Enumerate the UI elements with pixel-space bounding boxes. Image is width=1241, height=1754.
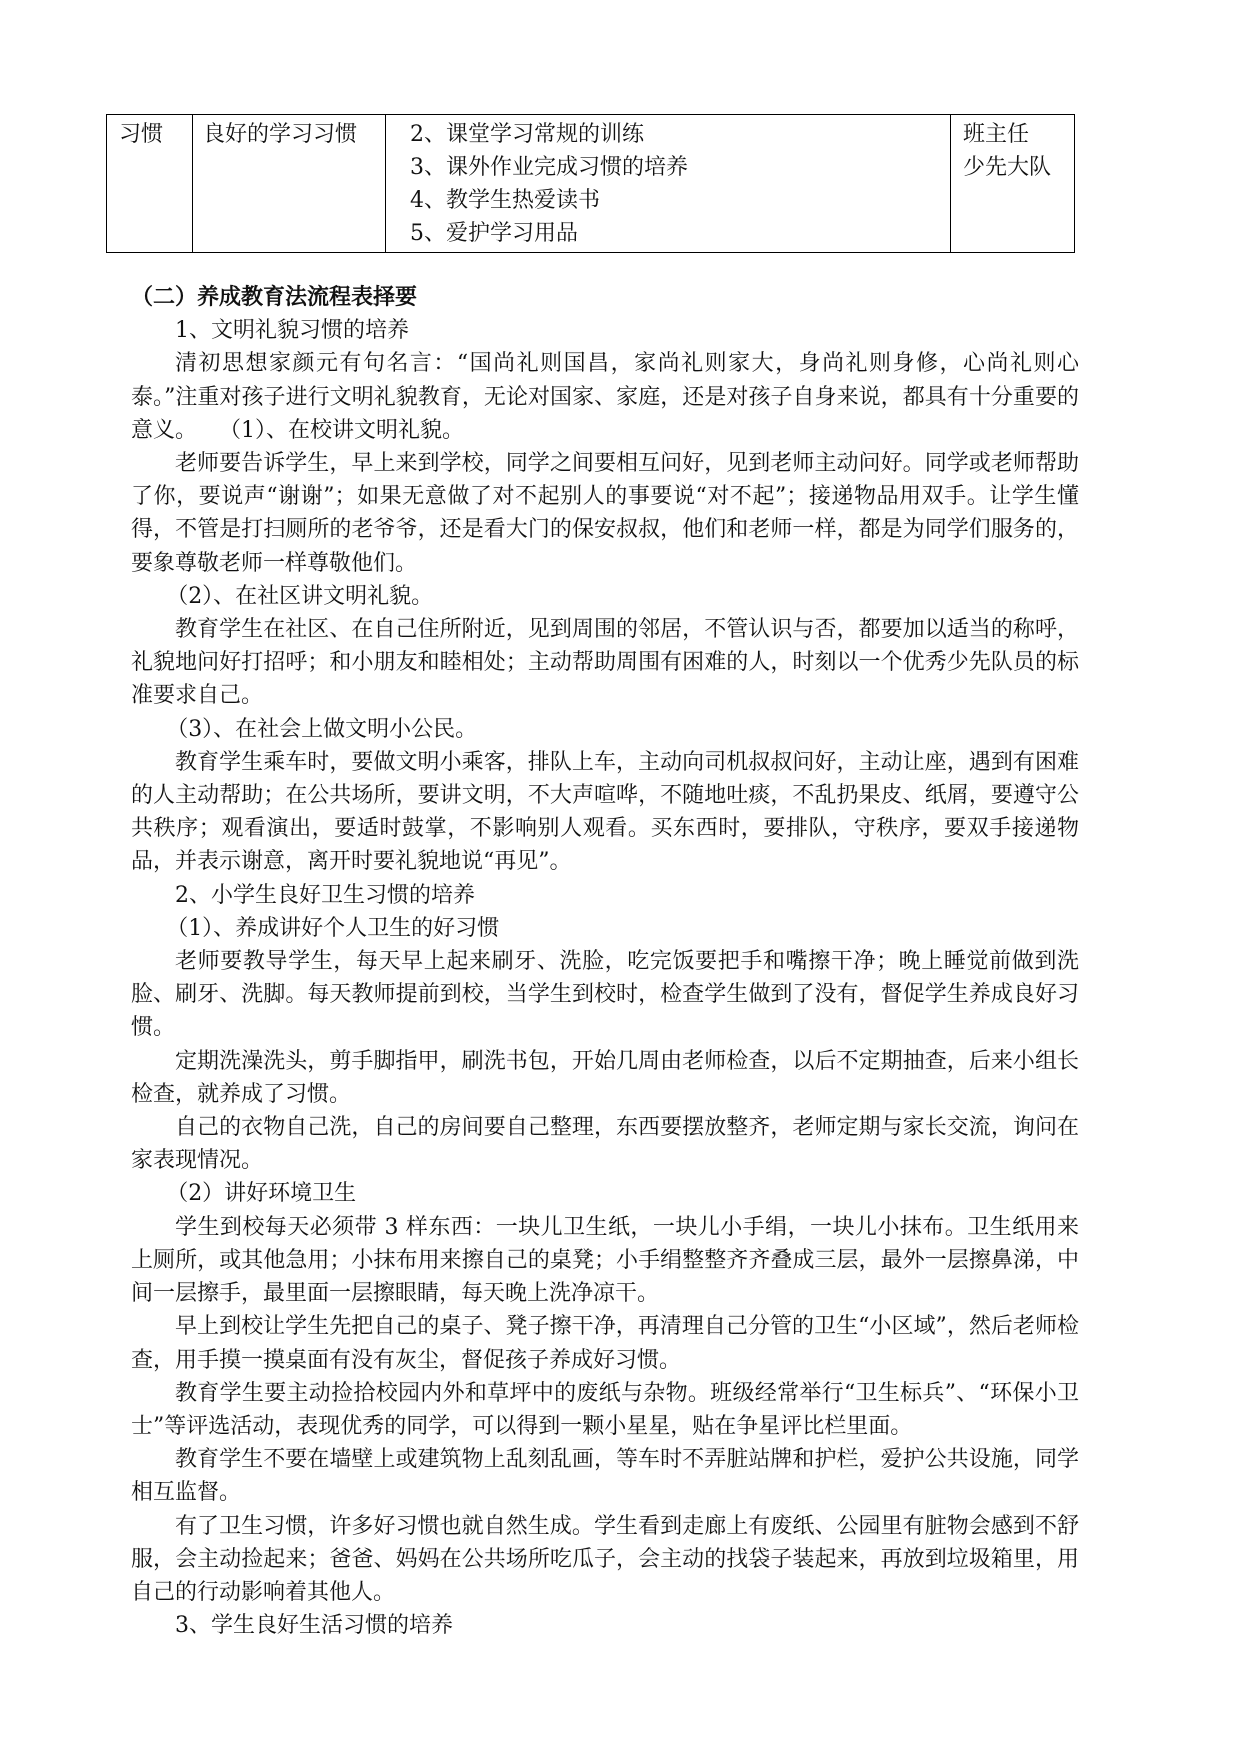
paragraph-list bbox=[131, 314, 1079, 1642]
paragraph: 教育学生不要在墙壁上或建筑物上乱刻乱画，等车时不弄脏站牌和护栏，爱护公共设施，同学相互监督。 bbox=[131, 1447, 1079, 1506]
paragraph: （3）、在社会上做文明小公民。 bbox=[166, 716, 478, 742]
table-cell-category: 习惯 bbox=[107, 115, 193, 253]
paragraph: 教育学生乘车时，要做文明小乘客，排队上车，主动向司机叔叔问好，主动让座，遇到有困难的人主动帮助；在公共场所，要讲文明，不大声喧哗，不随地吐痰，不乱扔果皮、纸屑，要遵守公共秩序；观看演出，要适时鼓掌，不影响别人观看。买东西时，要排队，守秩序，要双手接递物品，并表示谢意，离开时要礼貌地说“再见”。 bbox=[131, 749, 1079, 875]
table-item: 3、课外作业完成习惯的培养 bbox=[410, 155, 688, 180]
table-cell-owners bbox=[951, 115, 1075, 253]
paragraph: （2）、在社区讲文明礼貌。 bbox=[166, 583, 434, 609]
paragraph: 有了卫生习惯，许多好习惯也就自然生成。学生看到走廊上有废纸、公园里有脏物会感到不舒服，会主动捡起来；爸爸、妈妈在公共场所吃瓜子，会主动的找袋子装起来，再放到垃圾箱里，用自己的行动影响着其他人。 bbox=[131, 1513, 1079, 1605]
table-item: 5、爱护学习用品 bbox=[410, 221, 578, 246]
table-cell-habit: 良好的学习习惯 bbox=[193, 115, 386, 253]
paragraph: 清初思想家颜元有句名言：“国尚礼则国昌，家尚礼则家大，身尚礼则身修，心尚礼则心泰。”注重对孩子进行文明礼貌教育，无论对国家、家庭，还是对孩子自身来说，都具有十分重要的意义。 （1）、在校讲文明礼貌。 bbox=[131, 351, 1079, 443]
paragraph: 早上到校让学生先把自己的桌子、凳子擦干净，再清理自己分管的卫生“小区域”，然后老师检查，用手摸一摸桌面有没有灰尘，督促孩子养成好习惯。 bbox=[131, 1314, 1079, 1373]
paragraph: 1、文明礼貌习惯的培养 bbox=[175, 318, 409, 344]
paragraph: 老师要教导学生，每天早上起来刷牙、洗脸，吃完饭要把手和嘴擦干净；晚上睡觉前做到洗脸、刷牙、洗脚。每天教师提前到校，当学生到校时，检查学生做到了没有，督促学生养成良好习惯。 bbox=[131, 949, 1079, 1041]
table-row bbox=[107, 115, 1075, 253]
table-item: 2、课堂学习常规的训练 bbox=[410, 122, 644, 147]
paragraph: （1）、养成讲好个人卫生的好习惯 bbox=[166, 915, 500, 941]
body-text bbox=[131, 281, 1079, 1642]
paragraph: 教育学生在社区、在自己住所附近，见到周围的邻居，不管认识与否，都要加以适当的称呼，礼貌地问好打招呼；和小朋友和睦相处；主动帮助周围有困难的人，时刻以一个优秀少先队员的标准要求自己。 bbox=[131, 617, 1079, 709]
table-owner: 班主任 bbox=[963, 122, 1030, 147]
table-item: 4、教学生热爱读书 bbox=[410, 188, 600, 213]
paragraph: 教育学生要主动捡拾校园内外和草坪中的废纸与杂物。班级经常举行“卫生标兵”、“环保小卫士”等评选活动，表现优秀的同学，可以得到一颗小星星，贴在争星评比栏里面。 bbox=[131, 1380, 1079, 1439]
section-heading: （二）养成教育法流程表择要 bbox=[131, 284, 418, 310]
paragraph: 3、学生良好生活习惯的培养 bbox=[175, 1613, 453, 1639]
paragraph: 定期洗澡洗头，剪手脚指甲，刷洗书包，开始几周由老师检查，以后不定期抽查，后来小组长检查，就养成了习惯。 bbox=[131, 1048, 1079, 1107]
habit-table bbox=[106, 114, 1075, 253]
table-cell-items bbox=[386, 115, 951, 253]
paragraph: 学生到校每天必须带 3 样东西：一块儿卫生纸，一块儿小手绢，一块儿小抹布。卫生纸用来上厕所，或其他急用；小抹布用来擦自己的桌凳；小手绢整整齐齐叠成三层，最外一层擦鼻涕，中间一层擦手，最里面一层擦眼睛，每天晚上洗净凉干。 bbox=[131, 1214, 1079, 1307]
table-owner: 少先大队 bbox=[963, 155, 1052, 180]
paragraph: （2）讲好环境卫生 bbox=[166, 1181, 357, 1207]
paragraph: 老师要告诉学生，早上来到学校，同学之间要相互问好，见到老师主动问好。同学或老师帮助了你，要说声“谢谢”；如果无意做了对不起别人的事要说“对不起”；接递物品用双手。让学生懂得，不管是打扫厕所的老爷爷，还是看大门的保安叔叔，他们和老师一样，都是为同学们服务的，要象尊敬老师一样尊敬他们。 bbox=[131, 451, 1079, 576]
paragraph: 自己的衣物自己洗，自己的房间要自己整理，东西要摆放整齐，老师定期与家长交流，询问在家表现情况。 bbox=[131, 1115, 1079, 1174]
paragraph: 2、小学生良好卫生习惯的培养 bbox=[175, 882, 475, 908]
